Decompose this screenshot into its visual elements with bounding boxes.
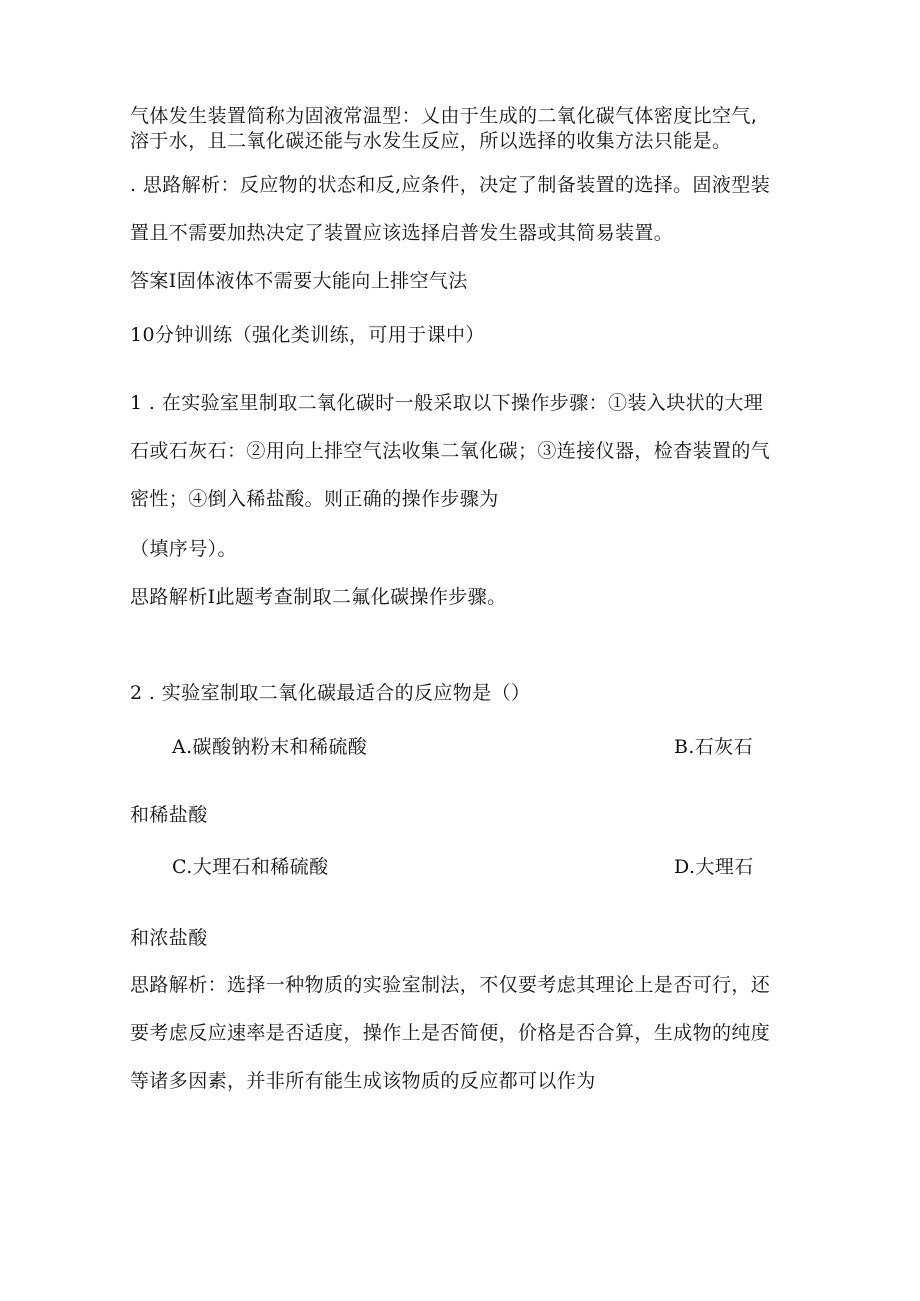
analysis-1-line-2: 置且不需要加热决定了装置应该选择启普发生器或其简易装置。 — [130, 222, 674, 244]
question-2-analysis-line-1: 思路解析：选择一种物质的实验室制法，不仅要考虑其理论上是否可行，还 — [130, 974, 771, 996]
option-d-end: 和浓盐酸 — [130, 927, 208, 949]
question-2-stem: 2 . 实验室制取二氧化碳最适合的反应物是（） — [130, 682, 531, 704]
question-2-analysis-line-3: 等诸多因素，并非所有能生成该物质的反应都可以作为 — [130, 1070, 596, 1092]
intro-line-2: 溶于水，且二氧化碳还能与水发生反应，所以选择的收集方法只能是。 — [130, 130, 732, 152]
question-1-line-1: 1 . 在实验室里制取二氧化碳时一般采取以下操作步骤：①装入块状的大理 — [130, 392, 764, 414]
option-b-start: B.石灰石 — [674, 736, 754, 758]
answer-1: 答案I固体液体不需要大能向上排空气法 — [130, 270, 468, 292]
question-1-analysis: 思路解析I此题考查制取二氟化碳操作步骤。 — [130, 586, 507, 608]
question-1-line-2: 石或石灰石：②用向上排空气法收集二氧化碳；③连接仪器，检杳装置的气 — [130, 440, 771, 462]
question-1-line-3: 密性；④倒入稀盐酸。则正确的操作步骤为 — [130, 488, 499, 510]
training-heading: 10分钟训练（强化类训练，可用于课中） — [130, 324, 485, 346]
question-2-analysis-line-2: 要考虑反应速率是否适度，操作上是否简便，价格是否合算，生成物的纯度 — [130, 1022, 771, 1044]
analysis-1-line-1: . 思路解析：反应物的状态和反,应条件，决定了制备装置的选择。固液型装 — [130, 174, 771, 196]
intro-line-1: 气体发生装置简称为固液常温型：乂由于生成的二氧化碳气体密度比空气, — [130, 105, 758, 127]
option-a: A.碳酸钠粉末和稀硫酸 — [172, 736, 368, 758]
option-c: C.大理石和稀硫酸 — [172, 856, 329, 878]
option-d-start: D.大理石 — [674, 856, 754, 878]
question-1-line-4: （填序号）。 — [130, 538, 237, 560]
option-b-end: 和稀盐酸 — [130, 804, 208, 826]
